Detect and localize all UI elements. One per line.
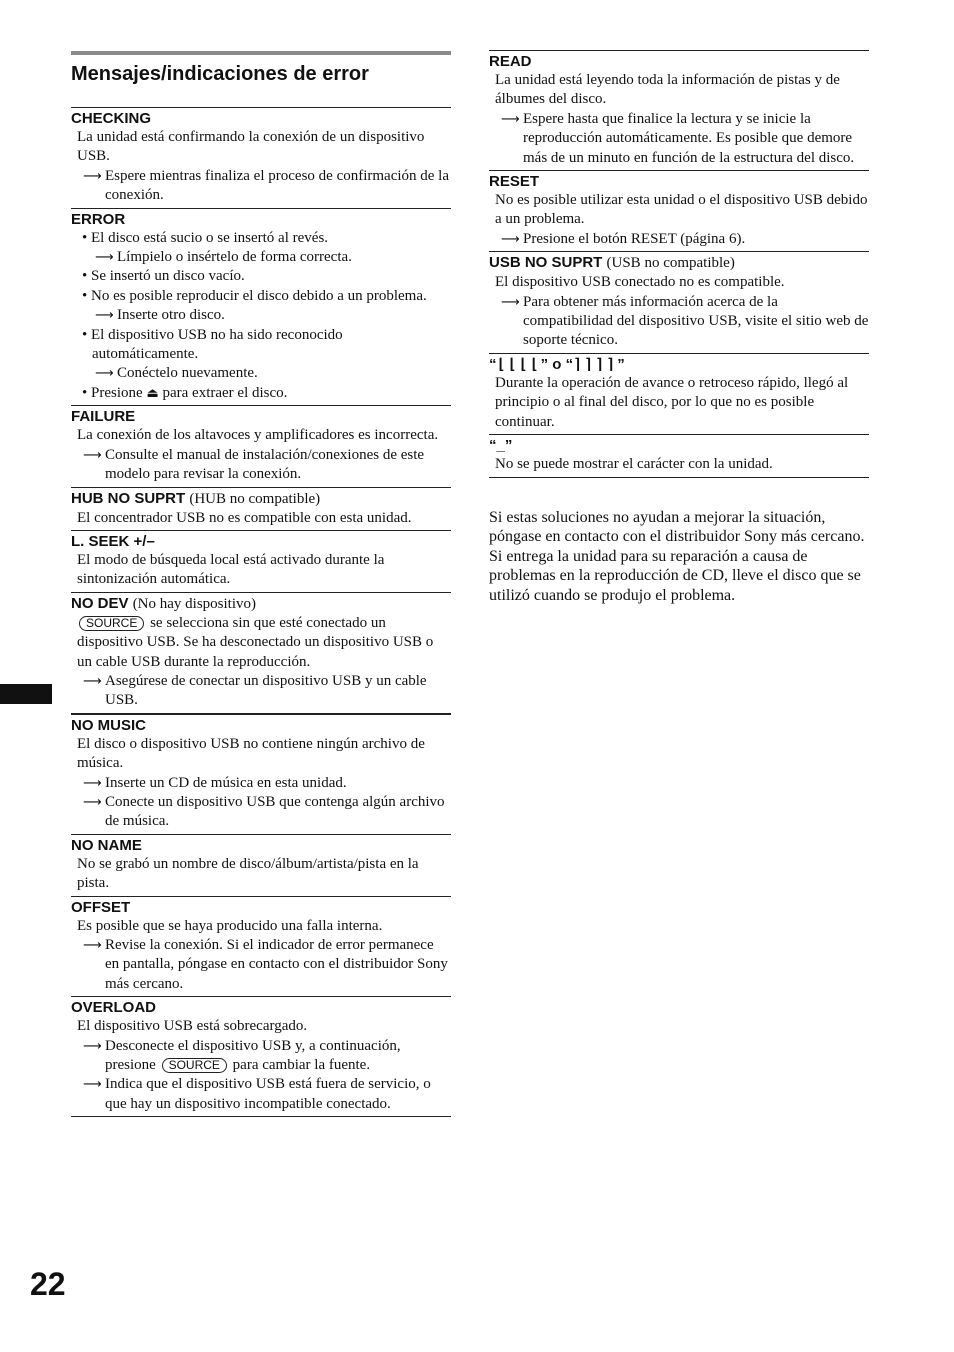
entry-remedy: ⟶ Para obtener más información acerca de la compatibilidad del dispositivo USB, visite el sitio web de soporte técnico. (501, 293, 869, 349)
entry-no-music (71, 713, 451, 834)
entry-remedy: ⟶ Conecte un dispositivo USB que contenga algún archivo de música. (83, 793, 445, 830)
entry-remedy: ⟶ Indica que el dispositivo USB está fuera de servicio, o que hay un dispositivo incompatible conectado. (83, 1076, 431, 1112)
arrow-icon: ⟶ (83, 938, 102, 953)
arrow-icon: ⟶ (83, 447, 102, 463)
entry-no-name (71, 834, 451, 896)
source-button-label: SOURCE (79, 616, 144, 631)
entry-remedy: ⟶ Espere hasta que finalice la lectura y se inicie la reproducción automáticamente. Es posible que demore más de un minuto en función de la estructura del disco. (501, 110, 855, 166)
entry-usb-no-suprt (489, 251, 869, 353)
closing-paragraph: Si entrega la unidad para su reparación a causa de problemas en la reproducción de CD, lleve el disco que se utilizó cuando se produjo el problema. (489, 547, 861, 604)
arrow-icon: ⟶ (83, 168, 102, 184)
arrow-icon: ⟶ (501, 231, 520, 247)
arrow-icon: ⟶ (83, 1077, 102, 1093)
entry-reset (489, 170, 869, 251)
arrow-icon: ⟶ (83, 673, 102, 689)
entry-heading: HUB NO SUPRT (HUB no compatible) (71, 489, 321, 507)
entry-description: El dispositivo USB conectado no es compatible. (495, 274, 785, 291)
entry-heading: FAILURE (71, 408, 136, 426)
right-column (489, 50, 869, 605)
entry-description: La unidad está leyendo toda la información de pistas y de álbumes del disco. (495, 72, 840, 108)
arrow-icon: ⟶ (83, 775, 102, 791)
arrow-icon: ⟶ (95, 308, 114, 324)
entry-description: Durante la operación de avance o retroceso rápido, llegó al principio o al final del disco, por lo que no es posible continuar. (495, 374, 849, 430)
entry-overload (71, 996, 451, 1117)
entry-heading: USB NO SUPRT (USB no compatible) (489, 254, 735, 272)
closing-paragraph: Si estas soluciones no ayudan a mejorar la situación, póngase en contacto con el distribuidor Sony más cercano. (489, 508, 865, 545)
entry-remedy: ⟶ Inserte un CD de música en esta unidad. (77, 774, 451, 793)
entry-description: Es posible que se haya producido una falla interna. (77, 917, 383, 934)
entry-description: No es posible utilizar esta unidad o el dispositivo USB debido a un problema. (495, 192, 868, 228)
entry-cause: • No es posible reproducir el disco debido a un problema. (82, 287, 427, 304)
entry-cause: • Presione ⏏ para extraer el disco. (82, 384, 288, 401)
arrow-icon: ⟶ (501, 111, 520, 127)
entry-heading: NO NAME (71, 836, 142, 854)
entry-description: El disco o dispositivo USB no contiene ningún archivo de música. (77, 735, 425, 772)
entry-error (71, 208, 451, 406)
entry-heading: L. SEEK +/– (71, 532, 155, 550)
entry-description: La unidad está confirmando la conexión de un dispositivo USB. (77, 129, 425, 165)
page-number: 22 (30, 1266, 66, 1302)
entry-underscore (489, 434, 869, 477)
entry-description: SOURCE se selecciona sin que esté conectado un dispositivo USB. Se ha desconectado un dispositivo USB o un cable USB durante la reproducción. (77, 614, 434, 670)
entry-l-seek (71, 530, 451, 592)
entry-heading: OFFSET (71, 898, 131, 916)
entry-description: No se puede mostrar el carácter con la unidad. (495, 456, 773, 473)
section-tab-marker (0, 684, 52, 704)
arrow-icon: ⟶ (95, 366, 114, 382)
entry-remedy: ⟶ Consulte el manual de instalación/conexiones de este modelo para revisar la conexión. (83, 446, 425, 483)
entry-heading: CHECKING (71, 110, 152, 127)
entry-no-dev (71, 592, 451, 713)
source-button-label: SOURCE (162, 1058, 227, 1073)
entry-offset (71, 896, 451, 997)
left-column (71, 51, 451, 1117)
entry-description: El concentrador USB no es compatible con esta unidad. (77, 509, 412, 526)
low-glyph: ⌊⌊⌊⌊ (496, 354, 541, 373)
entry-heading: ERROR (71, 210, 126, 228)
arrow-icon: ⟶ (95, 250, 114, 266)
entry-heading: NO DEV (No hay dispositivo) (71, 594, 257, 612)
entry-remedy: ⟶ Revise la conexión. Si el indicador de error permanece en pantalla, póngase en contacto con el distribuidor Sony más cercano. (83, 937, 448, 992)
entry-display-glyphs (489, 353, 869, 434)
entry-remedy: ⟶ Límpielo o insértelo de forma correcta. (77, 248, 451, 267)
eject-icon: ⏏ (146, 385, 159, 401)
entry-hub-no-suprt (71, 487, 451, 530)
high-glyph: ⌉⌉⌉⌉ (573, 354, 618, 373)
entry-heading: OVERLOAD (71, 999, 157, 1017)
entry-cause: • Se insertó un disco vacío. (82, 268, 245, 285)
entry-cause: • El disco está sucio o se insertó al revés. (82, 229, 329, 246)
arrow-icon: ⟶ (501, 294, 520, 310)
entry-heading: “_” (489, 437, 513, 455)
entry-description: La conexión de los altavoces y amplificadores es incorrecta. (77, 427, 439, 444)
entry-failure (71, 405, 451, 486)
entry-heading: “⌊⌊⌊⌊” o “⌉⌉⌉⌉” (489, 354, 625, 373)
arrow-icon: ⟶ (83, 794, 102, 810)
entry-heading: READ (489, 53, 532, 70)
entry-remedy: ⟶ Inserte otro disco. (77, 306, 451, 325)
entry-description: No se grabó un nombre de disco/álbum/artista/pista en la pista. (77, 855, 419, 892)
entry-checking (71, 107, 451, 208)
entry-remedy: ⟶ Asegúrese de conectar un dispositivo USB y un cable USB. (83, 672, 427, 709)
arrow-icon: ⟶ (83, 1038, 102, 1054)
entry-heading: NO MUSIC (71, 716, 146, 734)
entry-remedy: ⟶ Espere mientras finaliza el proceso de confirmación de la conexión. (83, 167, 450, 204)
page-title: Mensajes/indicaciones de error (71, 63, 369, 85)
entry-description: El modo de búsqueda local está activado durante la sintonización automática. (77, 551, 385, 588)
entry-cause: • El dispositivo USB no ha sido reconocido automáticamente. (82, 326, 343, 363)
entry-remedy: ⟶ Conéctelo nuevamente. (77, 364, 451, 383)
entry-remedy: ⟶ Desconecte el dispositivo USB y, a continuación, presione SOURCE para cambiar la fuente. (83, 1037, 401, 1074)
entry-remedy: ⟶ Presione el botón RESET (página 6). (495, 230, 869, 249)
title-rule (71, 51, 451, 55)
entry-description: El dispositivo USB está sobrecargado. (77, 1018, 308, 1035)
entry-read (489, 50, 869, 170)
entry-heading: RESET (489, 173, 540, 191)
